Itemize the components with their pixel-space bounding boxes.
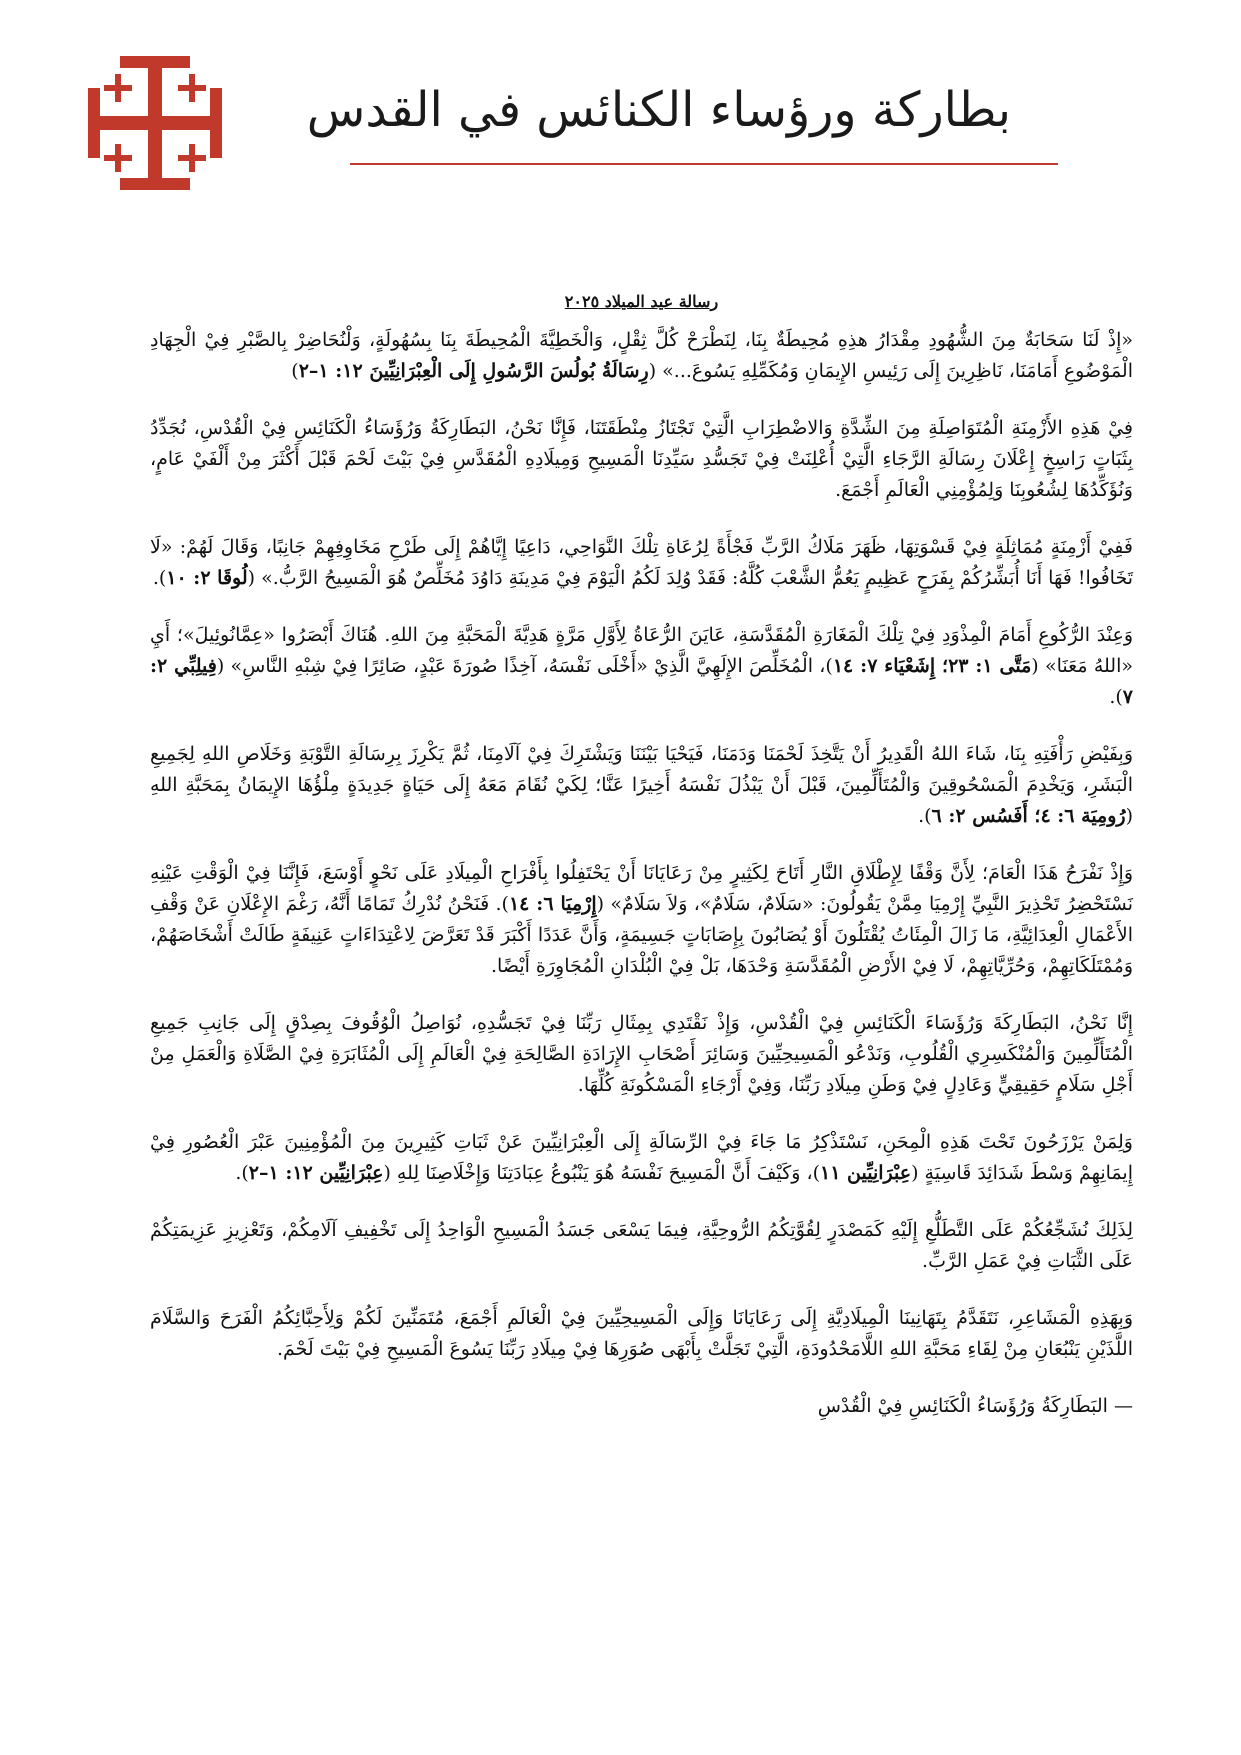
header-divider	[350, 163, 1058, 165]
letter-heading: رسالة عيد الميلاد ٢٠٢٥	[564, 292, 719, 311]
paragraph-text: وَلِمَنْ يَرْزَحُونَ تَحْتَ هَذِهِ الْمِحَنِ، نَسْتَذْكِرُ مَا جَاءَ فِيْ الرِّسَالَةِ إِلَى الْعِبْرَانِيِّينَ عَنْ ثَبَاتِ كَثِيرِينَ مِنَ الْمُؤْمِنِينَ عَبْرَ الْعُصُورِ فِيْ إِيمَانِهِمْ وَسْطَ شَدَائِدَ قَاسِيَةٍ (	[150, 1131, 1133, 1184]
signature: — البَطَارِكَةُ وَرُؤَسَاءُ الْكَنَائِسِ فِيْ الْقُدْسِ	[817, 1395, 1133, 1417]
paragraph-6	[150, 858, 1133, 982]
page-title: بطاركة ورؤساء الكنائس في القدس	[306, 82, 1011, 138]
paragraph-text: )، الْمُخَلِّصَ الإِلَهِيَّ الَّذِيْ «أَخْلَى نَفْسَهُ، آخِذًا صُورَةَ عَبْدٍ، صَائِرًا فِيْ شِبْهِ النَّاسِ» (	[216, 655, 833, 677]
scripture-reference: لُوقَا ٢: ١٠	[166, 567, 248, 589]
paragraph-8	[150, 1127, 1133, 1189]
paragraph-5	[150, 739, 1133, 832]
paragraph-3	[150, 532, 1133, 594]
paragraph-text: «إِذْ لَنَا سَحَابَةٌ مِنَ الشُّهُودِ مِقْدَارُ هذِهِ مُحِيطَةٌ بِنَا، لِنَطْرَحْ كُلَّ ثِقْلٍ، وَالْخَطِيَّةَ الْمُحِيطَةَ بِنَا بِسُهُولَةٍ، وَلْنُحَاضِرْ بِالصَّبْرِ فِيْ الْجِهَادِ الْمَوْضُوعِ أَمَامَنَا، نَاظِرِينَ إِلَى رَئِيسِ الإِيمَانِ وَمُكَمِّلِهِ يَسُوعَ...» (	[150, 329, 1133, 382]
paragraph-text: وَإِذْ نَفْرَحُ هَذَا الْعَامَ؛ لِأَنَّ وَقْفًا لِإِطْلَاقِ النَّارِ أَتَاحَ لِكَثِيرٍ مِنْ رَعَايَانَا أَنْ يَحْتَفِلُوا بِأَفْرَاحِ الْمِيلَادِ عَلَى نَحْوٍ أَوْسَعَ، فَإِنَّنَا فِيْ الْوَقْتِ عَيْنِهِ نَسْتَحْضِرُ تَحْذِيرَ النَّبِيِّ إِرْمِيَا مِمَّنْ يَقُولُونَ: «سَلَامٌ، سَلَامٌ»، وَلاَ سَلَامٌ» (	[150, 862, 1133, 915]
paragraph-text: )	[291, 360, 299, 382]
paragraph-2: فِيْ هَذِهِ الأَزْمِنَةِ الْمُتَوَاصِلَةِ مِنَ الشِّدَّةِ وَالاضْطِرَابِ الَّتِيْ تَجْتَازُ مِنْطَقَتَنَا، فَإِنَّا نَحْنُ، البَطَارِكَةُ وَرُؤَسَاءُ الْكَنَائِسِ فِيْ الْقُدْسِ، نُجَدِّدُ بِثَبَاتٍ رَاسِخٍ إِعْلَانَ رِسَالَةِ الرَّجَاءِ الَّتِيْ أُعْلِنَتْ فِيْ تَجَسُّدِ سَيِّدِنَا الْمَسِيحِ وَمِيلَادِهِ الْمُقَدَّسِ فِيْ بَيْتَ لَحْمَ قَبْلَ أَكْثَرَ مِنْ أَلْفَيْ عَامٍ، وَنُؤَكِّدُهَا لِشُعُوبِنَا وَلِمُؤْمِنِي الْعَالَمِ أَجْمَعَ.	[150, 417, 1133, 501]
scripture-reference: عِبْرَانِيِّين ١١	[820, 1162, 912, 1184]
scripture-reference: مَتَّى ١: ٢٣؛ إِشَعْيَاء ٧: ١٤	[832, 655, 1032, 677]
paragraph-4	[150, 620, 1133, 713]
letter-body	[150, 292, 1133, 1422]
paragraph-1	[150, 325, 1133, 387]
paragraph-text: وَعِنْدَ الرُّكُوعِ أَمَامَ الْمِذْوَدِ فِيْ تِلْكَ الْمَغَارَةِ الْمُقَدَّسَةِ، عَايَنَ الرُّعَاةُ لِأَوَّلِ مَرَّةٍ هَدِيَّةَ الْمَحَبَّةِ مِنَ اللهِ. هُنَاكَ أَبْصَرُوا «عِمَّانُوئِيلَ»؛ أَيِ «اللهُ مَعَنَا» (	[150, 624, 1133, 677]
paragraph-text: ). فَنَحْنُ نُدْرِكُ تَمَامًا أَنَّهُ، رَغْمَ الإِعْلَانِ عَنْ وَقْفِ الأَعْمَالِ الْعِدَائِيَّةِ، مَا زَالَ الْمِئَاتُ يُقْتَلُونَ أَوْ يُصَابُونَ بِإِصَابَاتٍ جَسِيمَةٍ، وَأَنَّ عَدَدًا أَكْبَرَ قَدْ تَعَرَّضَ لِاعْتِدَاءَاتٍ عَنِيفَةٍ طَالَتْ أَشْخَاصَهُمْ، وَمُمْتَلَكَاتِهِمْ، وَحُرِّيَّاتِهِمْ، لَا فِيْ الأَرْضِ الْمُقَدَّسَةِ وَحْدَهَا، بَلْ فِيْ الْبُلْدَانِ الْمُجَاوِرَةِ أَيْضًا.	[150, 893, 1133, 977]
jerusalem-cross-icon	[80, 48, 230, 198]
scripture-reference: رِسَالَةُ بُولُسَ الرَّسُولِ إِلَى الْعِبْرَانِيِّينَ ١٢: ١–٢	[298, 360, 649, 382]
scripture-reference: إِرْمِيَا ٦: ١٤	[508, 893, 597, 915]
scripture-reference: عِبْرَانِيِّين ١٢: ١–٢	[248, 1162, 384, 1184]
paragraph-10: وَبِهَذِهِ الْمَشَاعِرِ، نَتَقَدَّمُ بِتَهَانِينَا الْمِيلَادِيَّةِ إِلَى رَعَايَانَا وَإِلَى الْمَسِيحِيِّينَ فِيْ الْعَالَمِ أَجْمَعَ، مُتَمَنِّينَ لَكُمْ وَلِأَحِبَّائِكُمُ الْفَرَحَ وَالسَّلَامَ اللَّذَيْنِ يَنْبُعَانِ مِنْ لِقَاءِ مَحَبَّةِ اللهِ اللَّامَحْدُودَةِ، الَّتِيْ تَجَلَّتْ بِأَبْهَى صُوَرِهَا فِيْ مِيلَادِ رَبِّنَا يَسُوعَ الْمَسِيحِ فِيْ بَيْتَ لَحْمَ.	[150, 1307, 1133, 1360]
paragraph-7: إِنَّا نَحْنُ، البَطَارِكَةَ وَرُؤَسَاءَ الْكَنَائِسِ فِيْ الْقُدْسِ، وَإِذْ نَقْتَدِي بِمِثَالِ رَبِّنَا فِيْ تَجَسُّدِهِ، نُوَاصِلُ الْوُقُوفَ بِصِدْقٍ إِلَى جَانِبِ جَمِيعِ الْمُتَأَلِّمِينَ وَالْمُنْكَسِرِي الْقُلُوبِ، وَنَدْعُو الْمَسِيحِيِّينَ وَسَائِرَ أَصْحَابِ الإِرَادَةِ الصَّالِحَةِ فِيْ الْعَالَمِ إِلَى الْمُثَابَرَةِ فِيْ الصَّلَاةِ وَالْعَمَلِ مِنْ أَجْلِ سَلَامٍ حَقِيقِيٍّ وَعَادِلٍ فِيْ وَطَنِ مِيلَادِ رَبِّنَا، وَفِيْ أَرْجَاءِ الْمَسْكُونَةِ كُلِّهَا.	[150, 1012, 1133, 1096]
scripture-reference: رُومِيَة ٦: ٤؛ أَفَسُس ٢: ٦	[931, 805, 1126, 827]
paragraph-text: فَفِيْ أَزْمِنَةٍ مُمَاثِلَةٍ فِيْ قَسْوَتِهَا، ظَهَرَ مَلَاكُ الرَّبِّ فَجْأَةً لِرُعَاةِ تِلْكَ النَّوَاحِي، دَاعِيًا إِيَّاهُمْ إِلَى طَرْحِ مَخَاوِفِهِمْ جَانِبًا، وَقَالَ لَهُمْ: «لَا تَخَافُوا! فَهَا أَنَا أُبَشِّرُكُمْ بِفَرَحٍ عَظِيمٍ يَعُمُّ الشَّعْبَ كُلَّهُ: فَقَدْ وُلِدَ لَكُمُ الْيَوْمَ فِيْ مَدِينَةِ دَاوُدَ مُخَلِّصٌ هُوَ الْمَسِيحُ الرَّبُّ.» (	[150, 536, 1134, 589]
scripture-reference: فِيلِبِّي ٢: ٧	[150, 655, 1133, 708]
paragraph-text: ).	[235, 1162, 249, 1184]
paragraph-text: ).	[918, 805, 932, 827]
paragraph-text: وَبِفَيْضِ رَأْفَتِهِ بِنَا، شَاءَ اللهُ الْقَدِيرُ أَنْ يَتَّخِذَ لَحْمَنَا وَدَمَنَا، فَيَحْيَا بَيْنَنَا وَيَشْتَرِكَ فِيْ آلَامِنَا، ثُمَّ يَكْرِزَ بِرِسَالَةِ التَّوْبَةِ وَخَلَاصِ اللهِ لِجَمِيعِ الْبَشَرِ، وَيَخْدِمَ الْمَسْحُوقِينَ وَالْمُتَأَلِّمِينَ، قَبْلَ أَنْ يَبْذُلَ نَفْسَهُ أَخِيرًا عَنَّا؛ لِكَيْ نُقَامَ مَعَهُ إِلَى حَيَاةٍ جَدِيدَةٍ مِلْؤُهَا الإِيمَانُ بِمَحَبَّةِ اللهِ (	[150, 743, 1133, 827]
paragraph-text: )، وَكَيْفَ أَنَّ الْمَسِيحَ نَفْسَهُ هُوَ يَنْبُوعُ عِبَادَتِنَا وَإِخْلَاصِنَا لِلهِ (	[383, 1162, 821, 1184]
paragraph-text: ).	[1109, 686, 1123, 708]
paragraph-9: لِذَلِكَ نُشَجِّعُكُمْ عَلَى التَّطَلُّعِ إِلَيْهِ كَمَصْدَرٍ لِقُوَّتِكُمُ الرُّوحِيَّةِ، فِيمَا يَسْعَى جَسَدُ الْمَسِيحِ الْوَاحِدُ إِلَى تَخْفِيفِ آلَامِكُمْ، وَتَعْزِيزِ عَزِيمَتِكُمْ عَلَى الثَّبَاتِ فِيْ عَمَلِ الرَّبِّ.	[150, 1219, 1133, 1272]
paragraph-text: ).	[152, 567, 167, 589]
